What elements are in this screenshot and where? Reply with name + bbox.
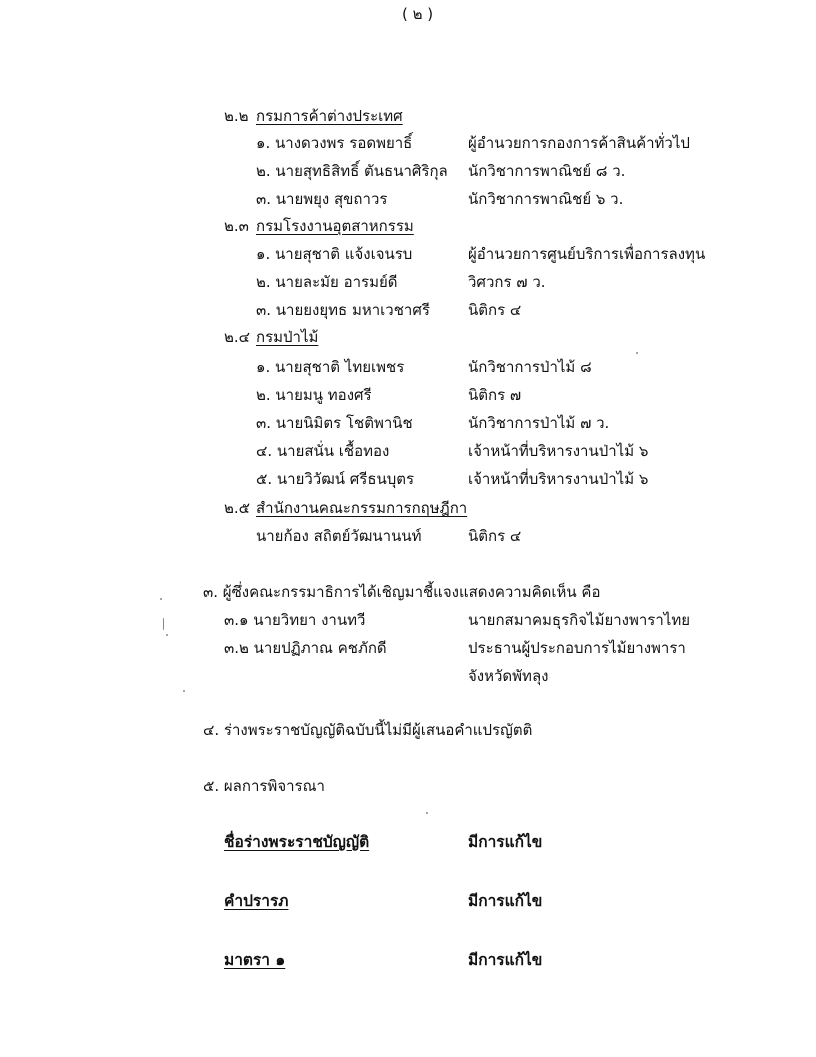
section-3-row-2-name: ๓.๒ นายปฏิภาณ คชภักดี — [224, 639, 387, 657]
section-2-4-row-4-position: เจ้าหน้าที่บริหารงานป่าไม้ ๖ — [468, 442, 649, 460]
section-2-5-number: ๒.๕ — [224, 499, 251, 517]
section-2-4-row-5-position: เจ้าหน้าที่บริหารงานป่าไม้ ๖ — [468, 470, 649, 488]
section-3-heading: ๓. ผู้ซึ่งคณะกรรมาธิการได้เชิญมาชี้แจงแสดงความคิดเห็น คือ — [203, 583, 601, 601]
section-2-4-row-1-position: นักวิชาการป่าไม้ ๘ — [468, 358, 592, 376]
section-3-row-1-name: ๓.๑ นายวิทยา งานทวี — [224, 611, 366, 629]
section-2-2-row-3-position: นักวิชาการพาณิชย์ ๖ ว. — [468, 190, 624, 208]
section-5-row-1-label: ชื่อร่างพระราชบัญญัติ — [224, 833, 370, 851]
section-2-4-row-2-name: ๒. นายมนู ทองศรี — [256, 386, 372, 404]
section-5-row-3-result: มีการแก้ไข — [468, 951, 543, 969]
section-2-3-number: ๒.๓ — [224, 217, 249, 235]
section-2-5-row-1-name: นายก้อง สถิตย์วัฒนานนท์ — [256, 527, 422, 545]
section-2-2-title: กรมการค้าต่างประเทศ — [256, 107, 403, 125]
section-3-row-1-position: นายกสมาคมธุรกิจไม้ยางพาราไทย — [468, 611, 690, 629]
section-2-4-row-5-name: ๕. นายวิวัฒน์ ศรีธนบุตร — [256, 470, 415, 488]
section-4-text: ๔. ร่างพระราชบัญญัติฉบับนี้ไม่มีผู้เสนอคำแปรญัตติ — [203, 721, 533, 739]
scan-speck — [163, 618, 164, 630]
section-2-3-row-1-name: ๑. นายสุชาติ แจ้งเจนรบ — [256, 245, 413, 263]
section-5-row-2-result: มีการแก้ไข — [468, 892, 543, 910]
scan-speck — [183, 690, 185, 692]
section-2-4-row-3-name: ๓. นายนิมิตร โชติพานิช — [256, 414, 413, 432]
scan-speck — [426, 812, 428, 814]
section-2-2-row-2-name: ๒. นายสุทธิสิทธิ์ ตันธนาศิริกุล — [256, 162, 448, 180]
section-2-2-number: ๒.๒ — [224, 107, 249, 125]
section-2-2-row-3-name: ๓. นายพยุง สุขถาวร — [256, 190, 388, 208]
section-2-2-row-1-position: ผู้อำนวยการกองการค้าสินค้าทั่วไป — [468, 134, 690, 152]
section-2-3-title: กรมโรงงานอุตสาหกรรม — [256, 217, 414, 235]
section-2-2-row-1-name: ๑. นางดวงพร รอดพยาธิ์ — [256, 134, 413, 152]
section-5-row-3-label: มาตรา ๑ — [224, 951, 286, 969]
section-2-4-row-4-name: ๔. นายสนั่น เชื้อทอง — [256, 442, 390, 460]
section-2-3-row-1-position: ผู้อำนวยการศูนย์บริการเพื่อการลงทุน — [468, 245, 706, 263]
section-5-heading: ๕. ผลการพิจารณา — [203, 777, 325, 795]
section-5-row-2-label: คำปรารภ — [224, 892, 289, 910]
section-2-3-row-2-position: วิศวกร ๗ ว. — [468, 273, 546, 291]
scan-speck — [166, 634, 168, 636]
section-2-4-row-2-position: นิติกร ๗ — [468, 386, 522, 404]
scan-speck — [636, 352, 638, 354]
section-3-row-2-position: ประธานผู้ประกอบการไม้ยางพารา — [468, 639, 686, 657]
section-5-row-1-result: มีการแก้ไข — [468, 833, 543, 851]
section-2-4-title: กรมป่าไม้ — [256, 328, 319, 346]
section-3-row-2-position-line2: จังหวัดพัทลุง — [468, 667, 549, 685]
scan-speck — [160, 598, 162, 600]
section-2-3-row-3-position: นิติกร ๔ — [468, 301, 522, 319]
section-2-4-row-3-position: นักวิชาการป่าไม้ ๗ ว. — [468, 414, 610, 432]
section-2-5-row-1-position: นิติกร ๔ — [468, 527, 522, 545]
section-2-3-row-2-name: ๒. นายละมัย อารมย์ดี — [256, 273, 398, 291]
section-2-2-row-2-position: นักวิชาการพาณิชย์ ๘ ว. — [468, 162, 626, 180]
page-number: ( ๒ ) — [402, 5, 434, 23]
section-2-5-title: สำนักงานคณะกรรมการกฤษฎีกา — [256, 499, 468, 517]
section-2-4-row-1-name: ๑. นายสุชาติ ไทยเพชร — [256, 358, 405, 376]
section-2-3-row-3-name: ๓. นายยงยุทธ มหาเวชาศรี — [256, 301, 430, 319]
section-2-4-number: ๒.๔ — [224, 328, 251, 346]
